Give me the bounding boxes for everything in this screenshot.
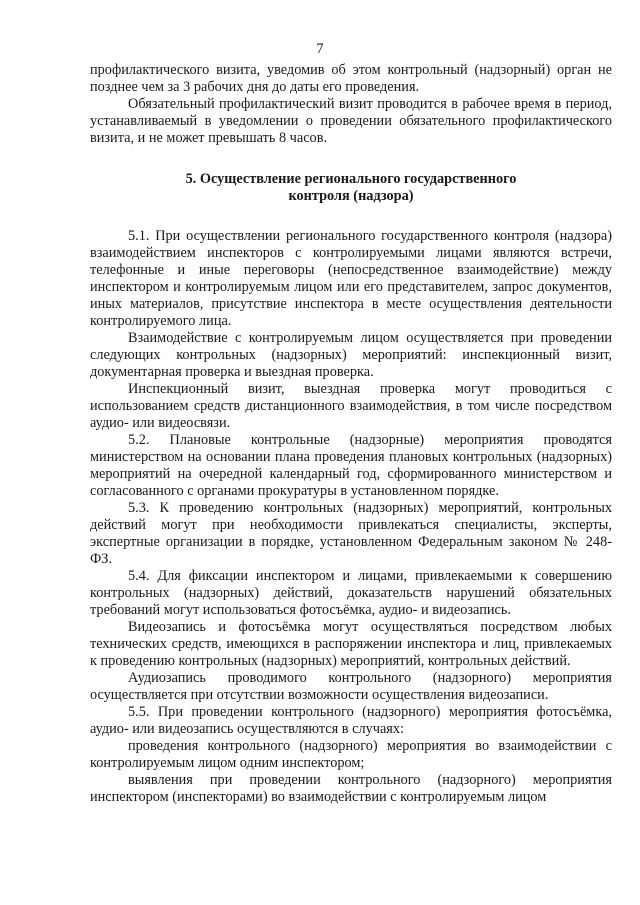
paragraph-audio: Аудиозапись проводимого контрольного (надзорного) мероприятия осуществляется при отсутствии возможности осуществления видеозаписи.: [90, 670, 612, 703]
paragraph-5-5: 5.5. При проведении контрольного (надзорного) мероприятия фотосъёмка, аудио- или видеозапись осуществляются в случаях:: [90, 704, 612, 737]
paragraph-5-2: 5.2. Плановые контрольные (надзорные) мероприятия проводятся министерством на основании плана проведения плановых контрольных (надзорных) мероприятий на очередной календарный год, сформированного министерством и согласованного с органами прокуратуры в установленном порядке.: [90, 432, 612, 499]
section-heading-line: 5. Осуществление регионального государственного: [185, 171, 517, 187]
paragraph-video-photo: Видеозапись и фотосъёмка могут осуществляться посредством любых технических средств, имеющихся в распоряжении инспектора и лиц, привлекаемых к проведению контрольных (надзорных) мероприятий, контрольных действий.: [90, 619, 612, 669]
page-number: 7: [316, 41, 324, 57]
paragraph-case-detection: выявления при проведении контрольного (надзорного) мероприятия инспектором (инспекторами) во взаимодействии с контролируемым лицом: [90, 772, 612, 805]
paragraph-case-one-inspector: проведения контрольного (надзорного) мероприятия во взаимодействии с контролируемым лицом одним инспектором;: [90, 738, 612, 771]
paragraph-remote-interaction: Инспекционный визит, выездная проверка могут проводиться с использованием средств дистанционного взаимодействия, в том числе посредством аудио- или видеосвязи.: [90, 381, 612, 431]
paragraph-5-1: 5.1. При осуществлении регионального государственного контроля (надзора) взаимодействием инспекторов с контролируемыми лицами являются встречи, телефонные и иные переговоры (непосредственное взаимодействие) между инспектором и контролируемым лицом или его представителем, запрос документов, иных материалов, присутствие инспектора в месте осуществления деятельности контролируемого лица.: [90, 228, 612, 329]
document-body: [90, 62, 612, 806]
section-heading: [90, 171, 612, 205]
intro-paragraph: Обязательный профилактический визит проводится в рабочее время в период, устанавливаемый в уведомлении о проведении обязательного профилактического визита, и не может превышать 8 часов.: [90, 96, 612, 146]
paragraph-5-3: 5.3. К проведению контрольных (надзорных) мероприятий, контрольных действий могут при необходимости привлекаться специалисты, эксперты, экспертные организации в порядке, установленном Федеральным законом № 248-ФЗ.: [90, 500, 612, 567]
intro-paragraph-continued: профилактического визита, уведомив об этом контрольный (надзорный) орган не позднее чем за 3 рабочих дня до даты его проведения.: [90, 62, 612, 95]
paragraph-5-4: 5.4. Для фиксации инспектором и лицами, привлекаемыми к совершению контрольных (надзорных) действий, доказательств нарушений обязательных требований могут использоваться фотосъёмка, аудио- и видеозапись.: [90, 568, 612, 618]
paragraph-interaction: Взаимодействие с контролируемым лицом осуществляется при проведении следующих контрольных (надзорных) мероприятий: инспекционный визит, документарная проверка и выездная проверка.: [90, 330, 612, 380]
section-heading-line: контроля (надзора): [288, 188, 414, 204]
